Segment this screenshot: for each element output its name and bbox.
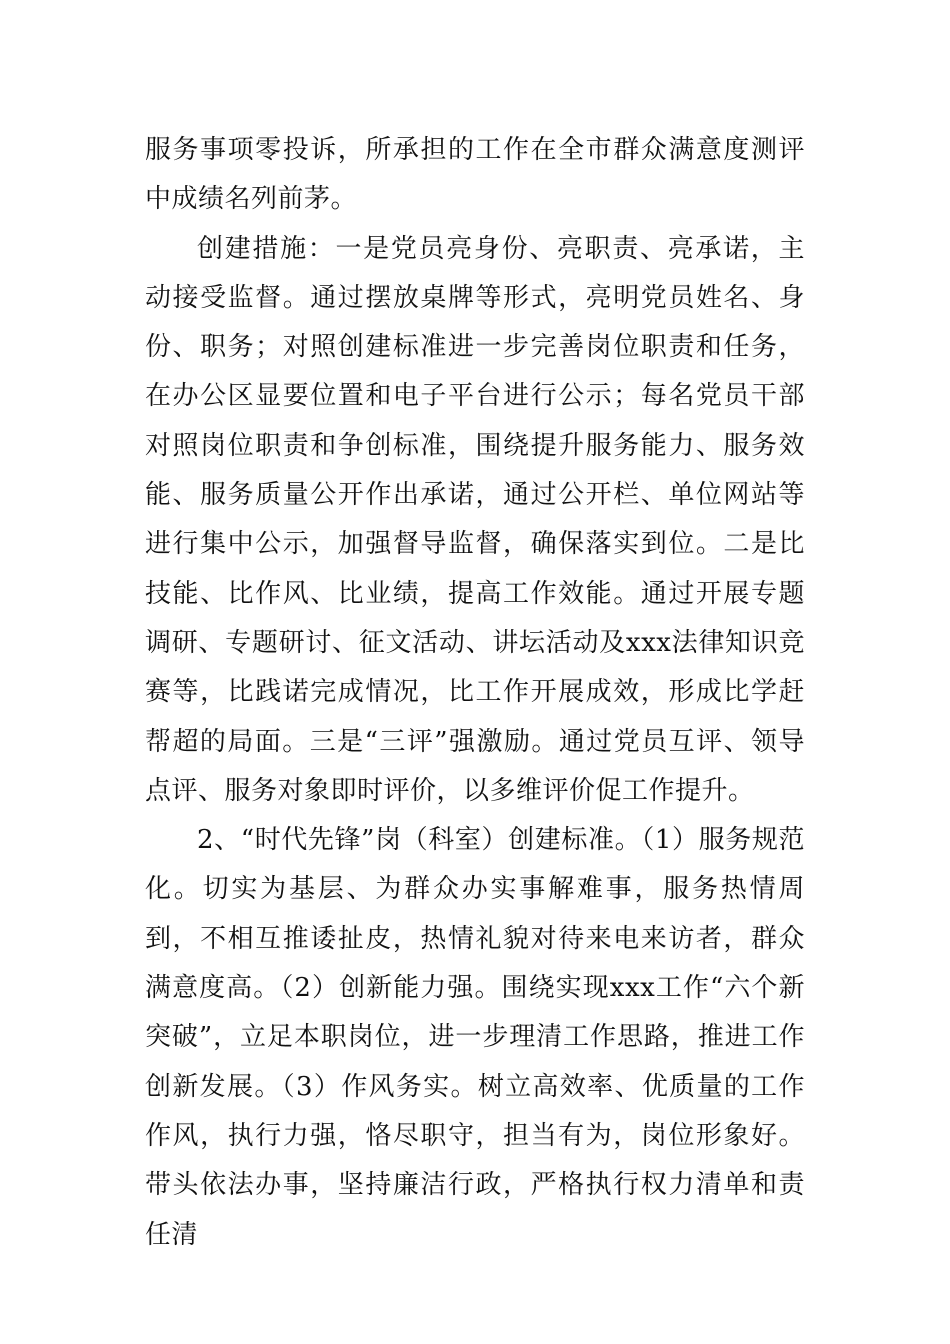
paragraph-measures: 创建措施：一是党员亮身份、亮职责、亮承诺，主动接受监督。通过摆放桌牌等形式，亮明党员姓名、身份、职务；对照创建标准进一步完善岗位职责和任务，在办公区显要位置和电子平台进行公示；每名党员干部对照岗位职责和争创标准，围绕提升服务能力、服务效能、服务质量公开作出承诺，通过公开栏、单位网站等进行集中公示，加强督导监督，确保落实到位。二是比技能、比作风、比业绩，提高工作效能。通过开展专题调研、专题研讨、征文活动、讲坛活动及xxx法律知识竞赛等，比践诺完成情况，比工作开展成效，形成比学赶帮超的局面。三是“三评”强激励。通过党员互评、领导点评、服务对象即时评价，以多维评价促工作提升。 (145, 233, 805, 806)
paragraph-continuation: 服务事项零投诉，所承担的工作在全市群众满意度测评中成绩名列前茅。 (145, 135, 805, 215)
paragraph-standards: 2、“时代先锋”岗（科室）创建标准。（1）服务规范化。切实为基层、为群众办实事解难事，服务热情周到，不相互推诿扯皮，热情礼貌对待来电来访者，群众满意度高。（2）创新能力强。围绕实现xxx工作“六个新突破”，立足本职岗位，进一步理清工作思路，推进工作创新发展。（3）作风务实。树立高效率、优质量的工作作风，执行力强，恪尽职守，担当有为，岗位形象好。带头依法办事，坚持廉洁行政，严格执行权力清单和责任清 (145, 825, 805, 1250)
document-body (145, 126, 805, 1260)
